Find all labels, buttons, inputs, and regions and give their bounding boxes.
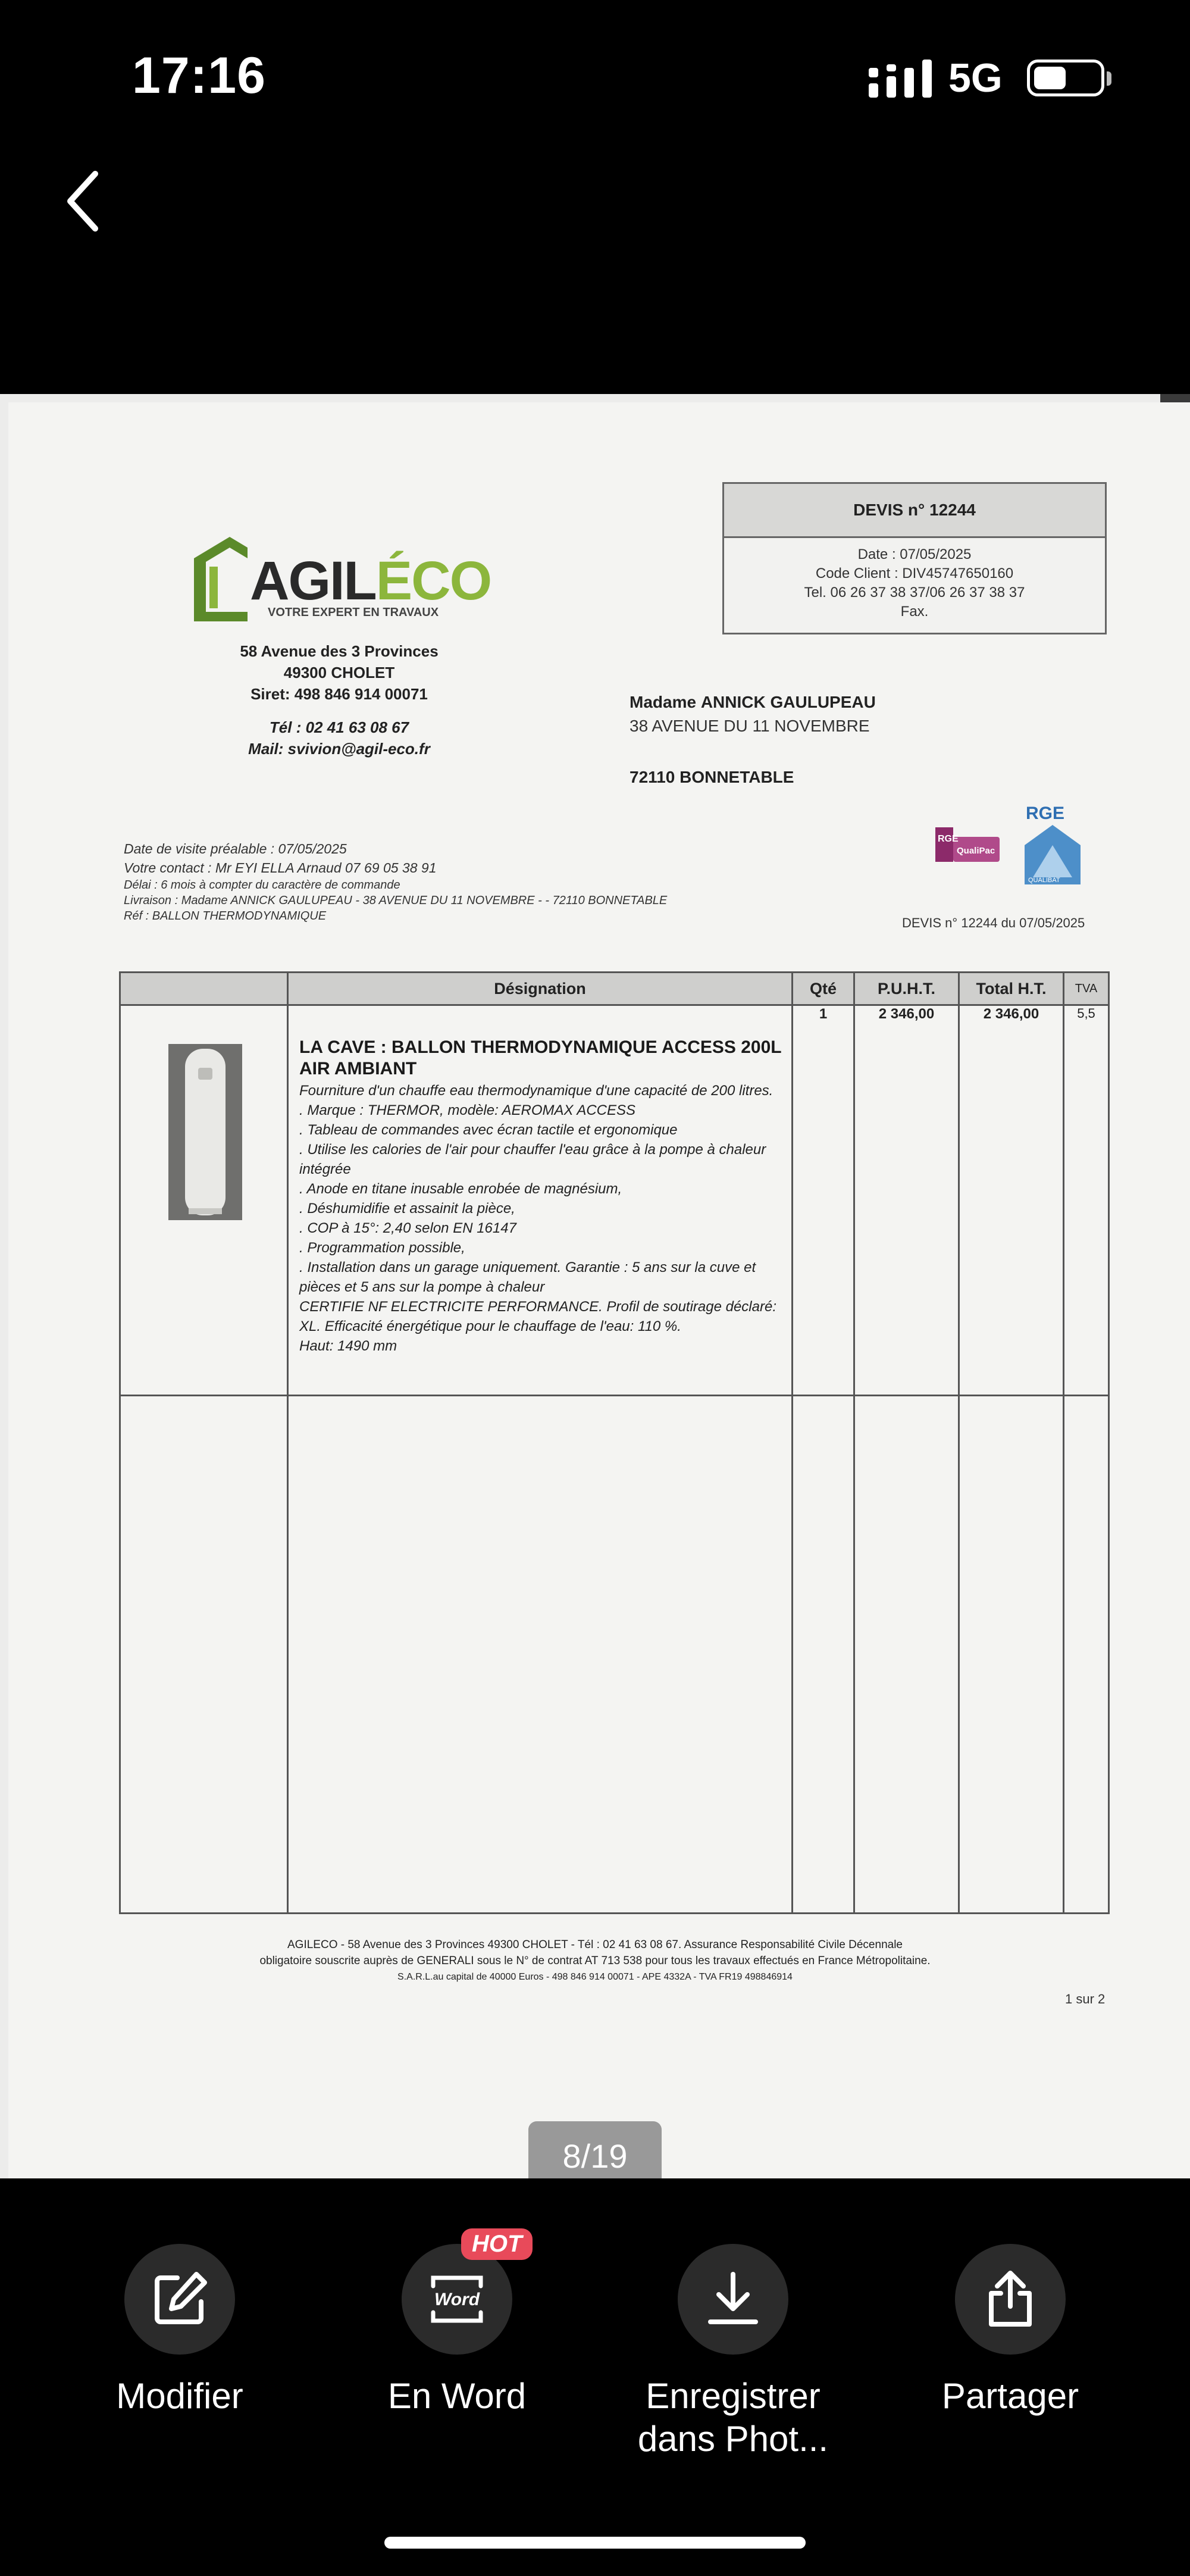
footer-line1: AGILECO - 58 Avenue des 3 Provinces 49300 CHOLET - Tél : 02 41 63 08 67. Assurance Responsabilité Civile Décennale [287, 1939, 903, 1951]
client-city: 72110 BONNETABLE [630, 768, 794, 786]
page-of: 1 sur 2 [1065, 1992, 1106, 2006]
company-contact [178, 717, 500, 759]
word-icon [427, 2269, 487, 2329]
header-total-ht: Total H.T. [959, 973, 1064, 1005]
network-type: 5G [948, 55, 1003, 101]
visit-date: Date de visite préalable : 07/05/2025 [124, 841, 347, 856]
quote-table [119, 971, 1110, 1914]
company-address-line1: 58 Avenue des 3 Provinces [240, 642, 439, 660]
description-line: . Programmation possible, [299, 1240, 465, 1256]
devis-date: Date : 07/05/2025 [857, 546, 972, 562]
battery-icon [1027, 60, 1104, 96]
description-line: . Installation dans un garage uniquement. Garantie : 5 ans sur la cuve et pièces et 5 ans sur la pompe à chaleur [299, 1259, 756, 1295]
item-total-ht: 2 346,00 [959, 1005, 1064, 1396]
item-qte: 1 [793, 1005, 854, 1396]
save-icon-circle [678, 2244, 788, 2355]
document-footer [178, 1937, 1012, 1985]
svg-text:RGE: RGE [1026, 804, 1065, 823]
water-heater-image [168, 1044, 242, 1220]
modify-button[interactable] [37, 2244, 322, 2418]
devis-title: DEVIS n° 12244 [724, 484, 1105, 538]
description-line: . Tableau de commandes avec écran tactile et ergonomique [299, 1122, 678, 1138]
hot-badge: HOT [461, 2228, 533, 2260]
client-prefix: Madame [630, 693, 697, 711]
visit-contact: Votre contact : Mr EYI ELLA Arnaud 07 69 05 38 91 [124, 860, 437, 876]
footer-line2: obligatoire souscrite auprès de GENERALI sous le N° de contrat AT 713 538 pour tous les travaux effectués en France Métropolitaine. [259, 1955, 931, 1967]
visit-ref: Réf : BALLON THERMODYNAMIQUE [124, 909, 327, 923]
home-indicator[interactable] [384, 2537, 806, 2549]
header-image [120, 973, 288, 1005]
share-button[interactable] [868, 2244, 1153, 2418]
devis-code-client: Code Client : DIV45747650160 [815, 565, 1014, 582]
footer-line3: S.A.R.L.au capital de 40000 Euros - 498 846 914 00071 - APE 4332A - TVA FR19 498846914 [397, 1972, 793, 1982]
header-designation: Désignation [288, 973, 793, 1005]
agileco-logo-icon [188, 534, 253, 623]
company-tel: Tél : 02 41 63 08 67 [269, 718, 409, 736]
devis-box [722, 482, 1107, 634]
paper-edge [1160, 394, 1190, 402]
client-address [630, 690, 876, 738]
item-puht: 2 346,00 [854, 1005, 959, 1396]
word-icon-circle [402, 2231, 522, 2355]
share-label: Partager [941, 2376, 1079, 2416]
description-line: CERTIFIE NF ELECTRICITE PERFORMANCE. Profil de soutirage déclaré: XL. Efficacité énergétique pour le chauffage de l'eau: 110 %. [299, 1299, 776, 1334]
visit-delay: Délai : 6 mois à compter du caractère de commande [124, 879, 400, 892]
company-mail: Mail: svivion@agil-eco.fr [248, 740, 430, 758]
rge-qualipac-badge-icon [935, 824, 1001, 865]
item-tva: 5,5 [1064, 1005, 1109, 1396]
client-name: ANNICK GAULUPEAU [700, 693, 876, 711]
table-row [120, 1005, 1109, 1396]
company-logo-text: AGILÉCO [250, 551, 491, 611]
header-puht: P.U.H.T. [854, 973, 959, 1005]
devis-ref: DEVIS n° 12244 du 07/05/2025 [902, 915, 1085, 930]
status-time: 17:16 [132, 47, 266, 104]
description-line: . Utilise les calories de l'air pour chauffer l'eau grâce à la pompe à chaleur intégrée [299, 1142, 766, 1177]
save-to-photos-button[interactable] [590, 2244, 876, 2461]
designation-cell [288, 1005, 793, 1396]
header-qte: Qté [793, 973, 854, 1005]
svg-text:QUALIBAT: QUALIBAT [1028, 877, 1060, 884]
battery-cap [1107, 71, 1111, 86]
item-title: LA CAVE : BALLON THERMODYNAMIQUE ACCESS 200L AIR AMBIANT [299, 1037, 782, 1078]
signal-icon [869, 60, 932, 98]
download-icon [703, 2269, 763, 2329]
company-address [178, 640, 500, 705]
company-siret: Siret: 498 846 914 00071 [250, 685, 428, 703]
rge-qualibat-badge-icon [1020, 804, 1085, 886]
description-line: Fourniture d'un chauffe eau thermodynamique d'une capacité de 200 litres. [299, 1083, 774, 1099]
company-tagline: VOTRE EXPERT EN TRAVAUX [268, 606, 439, 619]
description-line: . Déshumidifie et assainit la pièce, [299, 1201, 515, 1217]
svg-text:QualiPac: QualiPac [957, 846, 995, 856]
devis-fax: Fax. [900, 604, 929, 620]
header-tva: TVA [1064, 973, 1109, 1005]
description-line: . COP à 15°: 2,40 selon EN 16147 [299, 1220, 516, 1236]
edit-icon [150, 2269, 209, 2329]
description-line: . Anode en titane inusable enrobée de magnésium, [299, 1181, 622, 1197]
item-description [289, 1080, 791, 1356]
save-label: Enregistrer dans Phot... [637, 2376, 829, 2459]
visit-livraison: Livraison : Madame ANNICK GAULUPEAU - 38 AVENUE DU 11 NOVEMBRE - - 72110 BONNETABLE [124, 894, 668, 907]
company-address-line2: 49300 CHOLET [283, 664, 395, 681]
svg-text:RGE: RGE [938, 834, 959, 844]
back-chevron-icon[interactable] [60, 165, 107, 237]
modify-label: Modifier [116, 2376, 243, 2416]
client-street: 38 AVENUE DU 11 NOVEMBRE [630, 717, 870, 735]
table-header-row [120, 973, 1109, 1005]
description-line: Haut: 1490 mm [299, 1338, 397, 1354]
product-image-cell [120, 1005, 288, 1396]
modify-icon-circle [124, 2244, 235, 2355]
word-button[interactable] [314, 2231, 600, 2418]
visit-info [124, 839, 667, 924]
word-label: En Word [387, 2376, 527, 2416]
share-icon [981, 2269, 1040, 2329]
svg-text:Word: Word [434, 2290, 480, 2309]
devis-tel: Tel. 06 26 37 38 37/06 26 37 38 37 [804, 584, 1025, 601]
status-bar [0, 0, 1190, 155]
share-icon-circle [955, 2244, 1066, 2355]
page-counter: 8/19 [528, 2121, 662, 2190]
table-empty-row [120, 1396, 1109, 1914]
description-line: . Marque : THERMOR, modèle: AEROMAX ACCESS [299, 1102, 636, 1118]
